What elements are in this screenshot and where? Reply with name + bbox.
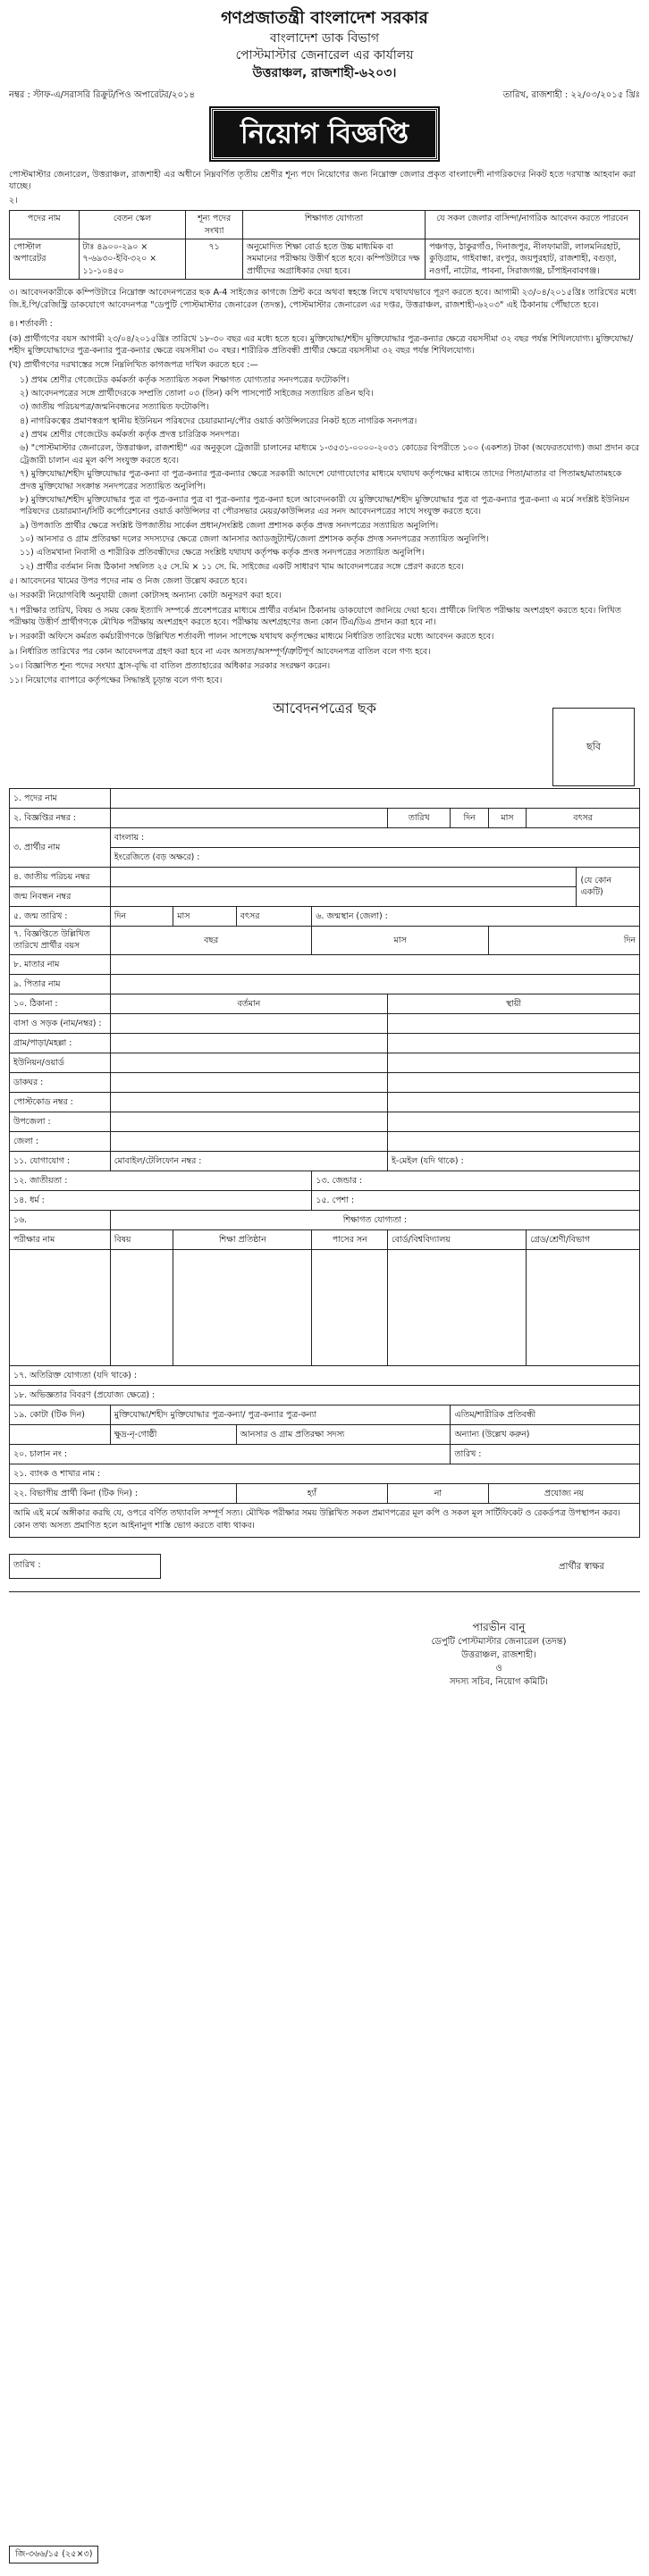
banner-wrap (9, 108, 640, 160)
age-year-field[interactable]: বছর (110, 926, 312, 954)
permanent-address-field[interactable] (387, 1033, 639, 1053)
form-title-row (9, 690, 640, 788)
signatory-region: উত্তরাঞ্চল, রাজশাহী। (461, 1649, 536, 1660)
document-item: ১১) এতিমখানা নিবাসী ও শারীরিক প্রতিবন্ধীদের ক্ষেত্রে সংশ্লিষ্ট যথাযথ কর্তৃপক্ষ কর্তৃক প্রদত্ত সনদপত্রের সত্যায়িত অনুলিপি। (20, 548, 425, 558)
document-item: ১) প্রথম শ্রেণীর গেজেটেড কর্মকর্তা কর্তৃক সত্যায়িত সকল শিক্ষাগত যোগ্যতার সনদপত্রের ফটোকপি। (20, 374, 350, 385)
edu-header: শিক্ষা প্রতিষ্ঠান (173, 1229, 312, 1249)
vacancy-count: ৭১ (186, 239, 242, 280)
day-field[interactable]: দিন (451, 808, 488, 827)
signature-row (9, 1554, 640, 1579)
notice-banner: নিয়োগ বিজ্ঞপ্তি (211, 108, 438, 160)
document-item: ১০) আনসার ও গ্রাম প্রতিরক্ষা দলের সদস্যদের ক্ষেত্রে জেলা আনসার অ্যাডজুট্যান্ট/জেলা প্রশাসক কর্তৃক প্রদত্ত সনদপত্রের সত্যায়িত অনুলিপি। (20, 533, 489, 544)
address-row-label: গ্রাম/পাড়া/মহল্লা : (10, 1033, 111, 1053)
quota-option[interactable]: এতিম/শারীরিক প্রতিবন্ধী (451, 1405, 640, 1424)
departmental-no-option[interactable]: না (387, 1483, 488, 1503)
bank-branch-field[interactable]: ২১. ব্যাংক ও শাখার নাম : (10, 1464, 640, 1483)
condition-kha: (খ) প্রার্থীগণের দরখাস্তের সঙ্গে নিম্নলিখিত কাগজপত্র দাখিল করতে হবে :— (9, 360, 258, 371)
signatory-block (358, 1619, 640, 1689)
present-address-field[interactable] (110, 1112, 387, 1131)
general-rule: ১১। নিয়োগের ব্যাপারে কর্তৃপক্ষের সিদ্ধান্তই চূড়ান্ত বলে গণ্য হবে। (9, 675, 223, 686)
education-title: শিক্ষাগত যোগ্যতা : (110, 1210, 639, 1229)
present-address-field[interactable] (110, 1072, 387, 1092)
phone-field[interactable]: মোবাইল/টেলিফোন নম্বর : (110, 1151, 387, 1171)
month-field[interactable]: মাস (488, 808, 526, 827)
edu-cell[interactable] (10, 1249, 111, 1365)
general-rule: ৮। সরকারী অফিসে কর্মরত কর্মচারীগণকে উল্লিখিত শর্তাবলী পালন সাপেক্ষে যথাযথ কর্তৃপক্ষের মাধ্যমে নির্ধারিত তারিখের মধ্যে আবেদন করতে হবে। (9, 632, 494, 642)
field-label: ১১. যোগাযোগ : (10, 1151, 111, 1171)
table-row (10, 239, 640, 280)
post-col-header: পদের নাম (10, 211, 80, 239)
form-title: আবেদনপত্রের ছক (273, 699, 376, 717)
mother-name-field[interactable] (110, 954, 639, 974)
edu-cell[interactable] (387, 1249, 526, 1365)
present-address-header: বর্তমান (110, 994, 387, 1013)
departmental-yes-option[interactable]: হ্যাঁ (236, 1483, 387, 1503)
address-row-label: উপজেলা : (10, 1112, 111, 1131)
application-form (9, 788, 640, 1538)
document-item: ২) আবেদনপত্রের সঙ্গে প্রার্থীদেরকে সম্প্রতি তোলা ০৩ (তিন) কপি পাসপোর্ট সাইজের সত্যায়িত রঙিন ছবি। (20, 389, 374, 399)
general-rule: ৭। পরীক্ষার তারিখ, বিষয় ও সময় কেন্দ্র ইত্যাদি সম্পর্কে প্রবেশপত্রের মাধ্যমে প্রার্থীর বর্তমান ঠিকানায় ডাকযোগে জানিয়ে দেয়া হবে। প্রার্থীকে লিখিত পরীক্ষায় অংশগ্রহণ করতে হবে। লিখিত পরীক্ষায় উত্তীর্ণ প্রার্থীগণকে মৌখিক পরীক্ষায় অংশগ্রহণ করতে হবে। পরীক্ষায় অংশগ্রহণের জন্য কোন টিএ/ডিএ প্রদান করা হবে না। (9, 605, 621, 627)
field-label: ৪. জাতীয় পরিচয় নম্বর (10, 867, 111, 886)
field-label: ৫. জন্ম তারিখ : (10, 906, 111, 926)
permanent-address-field[interactable] (387, 1092, 639, 1112)
permanent-address-header: স্থায়ী (387, 994, 639, 1013)
signatory-title: ডেপুটি পোস্টমাস্টার জেনারেল (তদন্ত) (431, 1636, 567, 1647)
govt-title: গণপ্রজাতন্ত্রী বাংলাদেশ সরকার (221, 8, 428, 28)
field-label: ২. বিজ্ঞপ্তির নম্বর : (10, 808, 111, 827)
address-row-label: জেলা : (10, 1131, 111, 1151)
signatory-role: সদস্য সচিব, নিয়োগ কমিটি। (450, 1676, 548, 1687)
gender-field[interactable]: ১৩. জেন্ডার : (312, 1171, 640, 1190)
quota-option[interactable]: মুক্তিযোদ্ধা/শহীদ মুক্তিযোদ্ধার পুত্র-কন্যা/ পুত্র-কন্যার পুত্র-কন্যা (110, 1405, 451, 1424)
edu-cell[interactable] (527, 1249, 640, 1365)
education-requirement: অনুমোদিত শিক্ষা বোর্ড হতে উচ্চ মাধ্যমিক বা সমমানের পরীক্ষায় উত্তীর্ণ হতে হবে। কম্পিউটারে দক্ষ প্রার্থীদের অগ্রাধিকার দেয়া হবে। (242, 239, 425, 280)
present-address-field[interactable] (110, 1092, 387, 1112)
edu-cell[interactable] (173, 1249, 312, 1365)
memo-number: নম্বর : স্টাফ-এ/সরাসরি রিক্রুট/পিও অপারেটর/২০১৪ (9, 90, 196, 101)
present-address-field[interactable] (110, 1053, 387, 1072)
edu-cell[interactable] (312, 1249, 388, 1365)
conditions-block (9, 318, 640, 686)
signatory-name: পারভীন বানু (472, 1620, 526, 1633)
general-rule: ৯। নির্ধারিত তারিখের পর কোন আবেদনপত্র গ্রহণ করা হবে না এবং অসত্য/অসম্পূর্ণ/ত্রুটিপূর্ণ আবেদনপত্র বাতিল বলে গণ্য হবে। (9, 646, 431, 657)
year-field[interactable]: বৎসর (527, 808, 640, 827)
post-name-field[interactable] (110, 788, 639, 808)
extra-qualification-field[interactable]: ১৭. অতিরিক্ত যোগ্যতা (যদি থাকে) : (10, 1365, 640, 1385)
department-name: বাংলাদেশ ডাক বিভাগ (269, 30, 380, 46)
field-label: ৩. প্রার্থীর নাম (10, 827, 111, 867)
permanent-address-field[interactable] (387, 1053, 639, 1072)
document-item: ৪) নাগরিকত্বের প্রমাণস্বরূপ স্থানীয় ইউনিয়ন পরিষদের চেয়ারম্যান/পৌর ওয়ার্ড কাউন্সিলরের নিকট হতে নাগরিক সনদপত্র। (20, 415, 417, 426)
age-day-field[interactable]: দিন (488, 926, 639, 954)
edu-header: পাসের সন (312, 1229, 388, 1249)
post-col-header: বেতন স্কেল (79, 211, 186, 239)
letterhead (9, 7, 640, 82)
age-month-field[interactable]: মাস (312, 926, 488, 954)
quota-option[interactable]: আনসার ও গ্রাম প্রতিরক্ষা সদস্য (236, 1424, 451, 1444)
present-address-field[interactable] (110, 1033, 387, 1053)
general-rule: ১০। বিজ্ঞাপিত শূন্য পদের সংখ্যা হ্রাস-বৃদ্ধি বা বাতিল প্রত্যাহারের অধিকার সরকার সংরক্ষণ করেন। (9, 660, 331, 671)
field-label: ১০. ঠিকানা : (10, 994, 111, 1013)
document-item: ৩) জাতীয় পরিচয়পত্র/জন্মনিবন্ধনের সত্যায়িত ফটোকপি। (20, 402, 209, 413)
section-2-label: ২। (9, 195, 18, 206)
applicant-signature-label: প্রার্থীর স্বাক্ষর (559, 1561, 604, 1572)
document-item: ৯) উপজাতি প্রার্থীর ক্ষেত্রে সংশ্লিষ্ট উপজাতীয় সার্কেল প্রধান/সংশ্লিষ্ট জেলা প্রশাসক কর্তৃক প্রদত্ত সনদপত্রের সত্যায়িত অনুলিপি। (20, 520, 439, 531)
document-item: ৫) প্রথম শ্রেণীর গেজেটেড কর্মকর্তা কর্তৃক প্রদত্ত চারিত্রিক সনদপত্র। (20, 430, 240, 441)
field-label: ১. পদের নাম (10, 788, 111, 808)
document-item: ১২) প্রার্থীর বর্তমান নিজ ঠিকানা সম্বলিত ২৫ সে.মি × ১১ সে. মি. সাইজের একটি সাধারণ খাম আবেদনপত্রের সঙ্গে প্রেরণ করতে হবে। (20, 561, 464, 572)
either-note: (যে কোন একটি) (577, 867, 640, 906)
birth-reg-field[interactable] (110, 886, 577, 906)
post-col-header: শিক্ষাগত যোগ্যতা (242, 211, 425, 239)
present-address-field[interactable] (110, 1013, 387, 1033)
divider (9, 1591, 640, 1592)
section-3-paragraph: ৩। আবেদনকারীকে কম্পিউটারে নিম্নোক্ত আবেদনপত্রের ছক A-4 সাইজের কাগজে প্রিন্ট করে অথবা স্বহস্তে লিখে যথাযথভাবে পূরণ করতে হবে। আগামী ২৩/০৪/২০১৫খ্রিঃ তারিখের মধ্যে জি.ই.পি/রেজিস্ট্রি ডাকযোগে আবেদনপত্র "ডেপুটি পোস্টমাস্টার জেনারেল (তদন্ত), পোস্টমাস্টার জেনারেল এর দপ্তর, উত্তরাঞ্চল, রাজশাহী-৬২০৩" এই ঠিকানায় পৌঁছাতে হবে। (9, 288, 636, 310)
edu-header: বিষয় (110, 1229, 173, 1249)
eligible-districts: পঞ্চগড়, ঠাকুরগাঁও, দিনাজপুর, নীলফামারী, লালমনিরহাট, কুড়িগ্রাম, গাইবান্ধা, রংপুর, জয়পুরহাট, রাজশাহী, বগুড়া, নওগাঁ, নাটোর, পাবনা, সিরাজগঞ্জ, চাঁপাইনবাবগঞ্জ। (426, 239, 640, 280)
dob-day-field[interactable]: দিন (110, 906, 173, 926)
permanent-address-field[interactable] (387, 1112, 639, 1131)
name-english-field[interactable]: ইংরেজিতে (বড় অক্ষরে) : (110, 847, 639, 867)
general-rule: ৬। সরকারী নিয়োগবিধি অনুযায়ী জেলা কোটাসহ অন্যান্য কোটা অনুসরণ করা হবে। (9, 591, 282, 601)
experience-field[interactable]: ১৮. অভিজ্ঞতার বিবরণ (প্রযোজ্য ক্ষেত্রে) : (10, 1385, 640, 1405)
post-col-header: যে সকল জেলার বাসিন্দা/নাগরিক আবেদন করতে পারবেন (426, 211, 640, 239)
field-label: জন্ম নিবন্ধন নম্বর (10, 886, 111, 906)
date-field[interactable]: তারিখ : (9, 1554, 161, 1579)
document-item: ৬) "পোস্টমাস্টার জেনারেল, উত্তরাঞ্চল, রাজশাহী" এর অনুকূলে ট্রেজারী চালানের মাধ্যমে ১-৩৫৩১-০০০০-২০৩১ কোডের বিপরীতে ১০০ (একশত) টাকা (অফেরতযোগ্য) জমা প্রদান করে ট্রেজারী চালান এর মূল কপি সংযুক্ত করতে হবে। (20, 443, 640, 466)
challan-date-field[interactable]: তারিখ : (451, 1444, 640, 1464)
quota-option[interactable]: ক্ষুদ্র-নৃ-গোষ্ঠী (110, 1424, 236, 1444)
field-label: তারিখ (387, 808, 451, 827)
permanent-address-field[interactable] (387, 1072, 639, 1092)
conditions-heading: ৪। শর্তাবলী : (9, 319, 53, 330)
address-row-label: ইউনিয়ন/ওয়ার্ড (10, 1053, 111, 1072)
nid-field[interactable] (110, 867, 577, 886)
address-row-label: পোস্টকোড নম্বর : (10, 1092, 111, 1112)
memo-date: তারিখ, রাজশাহী : ২২/০৩/২০১৫ খ্রিঃ (502, 90, 640, 101)
field-label: ১৬. (10, 1210, 111, 1229)
condition-ka: (ক) প্রার্থীগণের বয়স আগামী ২৩/০৪/২০১৫খ্রিঃ তারিখে ১৮-৩০ বছর এর মধ্যে হতে হবে। মুক্তিযোদ্ধা/শহীদ মুক্তিযোদ্ধার পুত্র-কন্যার ক্ষেত্রে বয়সসীমা ৩২ বছর পর্যন্ত শিথিলযোগ্য। মুক্তিযোদ্ধা/শহীদ মুক্তিযোদ্ধাদের পুত্র-কন্যার পুত্র-কন্যার ক্ষেত্রে বয়সসীমা ৩০ বছর। শারীরিক প্রতিবন্ধী প্রার্থীর ক্ষেত্রে বয়সসীমা ৩২ বছর পর্যন্ত শিথিলযোগ্য। (9, 333, 634, 357)
birth-district-field[interactable]: ৬. জন্মস্থান (জেলা) : (312, 906, 640, 926)
field-label: ২২. বিভাগীয় প্রার্থী কিনা (টিক দিন) : (10, 1483, 237, 1503)
name-bangla-field[interactable]: বাংলায় : (110, 827, 639, 847)
challan-field[interactable]: ২০. চালান নং : (10, 1444, 451, 1464)
office-name: পোস্টমাস্টার জেনারেল এর কার্যালয় (235, 48, 414, 63)
document-item: ৭) মুক্তিযোদ্ধা/শহীদ মুক্তিযোদ্ধার পুত্র-কন্যা বা পুত্র-কন্যার পুত্র-কন্যার ক্ষেত্রে সরকারী আদেশে যোগাযোগের মাধ্যমে যথাযথ কর্তৃপক্ষের মাধ্যমে তাদের পিতা/মাতার বা পিতামহ/মাতামহকে প্রদত্ত মুক্তিযোদ্ধা সংক্রান্ত সনদপত্রের সত্যায়িত অনুলিপি। (20, 469, 622, 491)
document-item: ৮) মুক্তিযোদ্ধা/শহীদ মুক্তিযোদ্ধার পুত্র বা পুত্র-কন্যার পুত্র বা পুত্র-কন্যার পুত্র-কন্যা হলে আবেদনকারী যে মুক্তিযোদ্ধা/শহীদ মুক্তিযোদ্ধার পুত্র বা পুত্র-কন্যার পুত্র-কন্যা এ মর্মে সংশ্লিষ্ট ইউনিয়ন পরিষদের চেয়ারম্যান/সিটি কর্পোরেশনের ওয়ার্ড কাউন্সিলর বা পৌরসভার মেয়র/কাউন্সিলর এর সনদ আবেদনপত্রের সাথে সংযুক্ত করতে হবে। (20, 494, 630, 517)
present-address-field[interactable] (110, 1131, 387, 1151)
declaration-text: আমি এই মর্মে অঙ্গীকার করছি যে, ওপরে বর্ণিত তথ্যাবলি সম্পূর্ণ সত্য। মৌখিক পরীক্ষার সময় উল্লিখিত সকল প্রমাণপত্রের মূল কপি ও সকল মূল সার্টিফিকেট ও রেকর্ডপত্র উপস্থাপন করব। কোন তথ্য অসত্য প্রমাণিত হলে আইনানুগ শাস্তি ভোগ করতে বাধ্য থাকব। (10, 1503, 640, 1537)
field-label: ৯. পিতার নাম (10, 974, 111, 994)
post-col-header: শূন্য পদের সংখ্যা (186, 211, 242, 239)
address-row-label: ডাকঘর : (10, 1072, 111, 1092)
field-label: ৮. মাতার নাম (10, 954, 111, 974)
print-code: জি-৩৬৬/১৫ (২৫×৩) (9, 2546, 98, 2563)
photo-label: ছবি (586, 740, 601, 752)
address-row-label: বাসা ও সড়ক (নাম/নম্বর) : (10, 1013, 111, 1033)
dob-year-field[interactable]: বৎসর (236, 906, 312, 926)
email-field[interactable]: ই-মেইল (যদি থাকে) : (387, 1151, 639, 1171)
spacer-cell (10, 1424, 111, 1444)
reference-line (9, 89, 640, 102)
religion-field[interactable]: ১৪. ধর্ম : (10, 1190, 312, 1210)
father-name-field[interactable] (110, 974, 639, 994)
general-rule: ৫। আবেদনের খামের উপর পদের নাম ও নিজ জেলা উল্লেখ করতে হবে। (9, 575, 248, 586)
edu-cell[interactable] (110, 1249, 173, 1365)
quota-option[interactable]: অন্যান্য (উল্লেখ করুন) (451, 1424, 640, 1444)
edu-header: পরীক্ষার নাম (10, 1229, 111, 1249)
pay-scale: টাঃ ৪৯০০-২৯০ × ৭-৬৯৩০-ইবি-৩২০ × ১১-১০৪৫০ (79, 239, 186, 280)
nationality-field[interactable]: ১২. জাতীয়তা : (10, 1171, 312, 1190)
edu-header: বোর্ড/বিশ্ববিদ্যালয় (387, 1229, 526, 1249)
occupation-field[interactable]: ১৫. পেশা : (312, 1190, 640, 1210)
notice-number-field[interactable] (110, 808, 387, 827)
field-label: ১৯. কোটা (টিক দিন) (10, 1405, 111, 1424)
departmental-na-option[interactable]: প্রযোজ্য নয় (488, 1483, 639, 1503)
edu-header: গ্রেড/শ্রেণী/বিভাগ (527, 1229, 640, 1249)
field-label: ৭. বিজ্ঞপ্তিতে উল্লিখিত তারিখে প্রার্থীর বয়স (10, 926, 111, 954)
post-table (9, 210, 640, 280)
signatory-and: ও (495, 1663, 502, 1674)
intro-paragraph: পোস্টমাস্টার জেনারেল, উত্তরাঞ্চল, রাজশাহী এর অধীনে নিম্নবর্ণিত তৃতীয় শ্রেণীর শূন্য পদে নিয়োগের জন্য নিম্নোক্ত জেলার প্রকৃত বাংলাদেশী নাগরিকদের নিকট হতে দরখাস্ত আহবান করা যাচ্ছে। (9, 169, 636, 192)
permanent-address-field[interactable] (387, 1131, 639, 1151)
dob-month-field[interactable]: মাস (173, 906, 237, 926)
post-name: পোস্টাল অপারেটর (10, 239, 80, 280)
photo-box (552, 708, 635, 786)
permanent-address-field[interactable] (387, 1013, 639, 1033)
office-address: উত্তরাঞ্চল, রাজশাহী-৬২০৩। (252, 65, 397, 80)
